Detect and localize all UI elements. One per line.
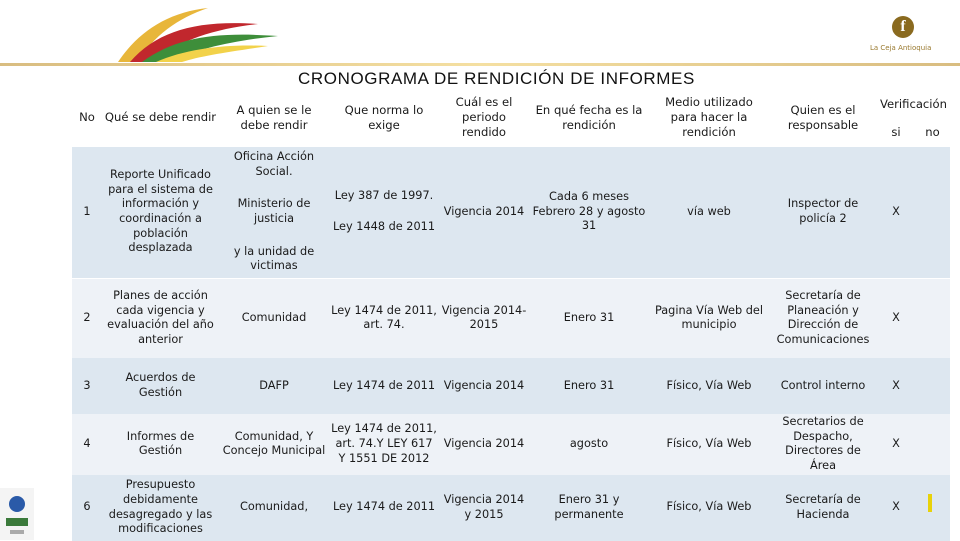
row-to-whom-c: y la unidad de victimas <box>233 244 315 273</box>
row-no <box>915 278 950 358</box>
row-date: Enero 31 <box>529 278 649 358</box>
row-to-whom: DAFP <box>219 358 329 414</box>
row-number: 6 <box>72 475 102 541</box>
header-responsible: Quien es el responsable <box>769 90 877 146</box>
table-row <box>72 475 950 541</box>
row-what: Acuerdos de Gestión <box>102 358 219 414</box>
row-medium: Físico, Vía Web <box>649 358 769 414</box>
row-responsible: Secretaría de Hacienda <box>769 475 877 541</box>
row-norm-a: Ley 387 de 1997. <box>334 189 434 203</box>
row-norm-b: Ley 1448 de 2011 <box>332 220 436 233</box>
row-what: Informes de Gestión <box>102 414 219 475</box>
row-period: Vigencia 2014 y 2015 <box>439 475 529 541</box>
table-row <box>72 414 950 475</box>
row-what: Reporte Unificado para el sistema de información y coordinación a población desplazada <box>102 146 219 278</box>
row-si: X <box>877 358 915 414</box>
certification-seal <box>0 488 34 540</box>
row-date: Enero 31 y permanente <box>529 475 649 541</box>
header-divider <box>0 63 960 66</box>
row-period: Vigencia 2014 <box>439 414 529 475</box>
row-medium: Físico, Vía Web <box>649 414 769 475</box>
row-no <box>915 475 950 541</box>
header-verification: Verificación <box>877 90 950 120</box>
certification-seal-icon <box>9 496 25 512</box>
row-what: Planes de acción cada vigencia y evaluación del año anterior <box>102 278 219 358</box>
row-responsible: Secretaría de Planeación y Dirección de Comunicaciones <box>769 278 877 358</box>
schedule-table <box>72 90 950 541</box>
row-norm: Ley 1474 de 2011, art. 74. <box>329 278 439 358</box>
municipal-logo <box>108 2 288 66</box>
row-what: Presupuesto debidamente desagregado y las modificaciones <box>102 475 219 541</box>
row-date: agosto <box>529 414 649 475</box>
row-no <box>915 414 950 475</box>
row-norm: Ley 1474 de 2011, art. 74.Y LEY 617 Y 1551 DE 2012 <box>329 414 439 475</box>
row-date: Cada 6 meses Febrero 28 y agosto 31 <box>529 146 649 278</box>
header-si: si <box>877 120 915 146</box>
row-no <box>915 146 950 278</box>
row-no <box>915 358 950 414</box>
row-norm <box>329 146 439 278</box>
header-what: Qué se debe rendir <box>102 90 219 146</box>
row-to-whom-b: Ministerio de justicia <box>237 197 311 225</box>
facebook-icon[interactable]: f <box>892 16 914 38</box>
row-number: 1 <box>72 146 102 278</box>
header-no-col: no <box>915 120 950 146</box>
row-to-whom: Comunidad <box>219 278 329 358</box>
tagline: La Ceja Antioquia <box>870 44 932 52</box>
row-period: Vigencia 2014 <box>439 358 529 414</box>
row-si: X <box>877 278 915 358</box>
table-row <box>72 358 950 414</box>
row-medium: Pagina Vía Web del municipio <box>649 278 769 358</box>
row-medium: vía web <box>649 146 769 278</box>
row-si: X <box>877 146 915 278</box>
row-period: Vigencia 2014 <box>439 146 529 278</box>
row-to-whom: Comunidad, <box>219 475 329 541</box>
row-responsible: Secretarios de Despacho, Directores de Área <box>769 414 877 475</box>
header-date: En qué fecha es la rendición <box>529 90 649 146</box>
row-period: Vigencia 2014- 2015 <box>439 278 529 358</box>
row-norm: Ley 1474 de 2011 <box>329 475 439 541</box>
page-title: CRONOGRAMA DE RENDICIÓN DE INFORMES <box>298 69 695 88</box>
row-number: 4 <box>72 414 102 475</box>
header-no: No <box>72 90 102 146</box>
row-number: 3 <box>72 358 102 414</box>
table-row <box>72 278 950 358</box>
row-si: X <box>877 414 915 475</box>
row-responsible: Control interno <box>769 358 877 414</box>
row-responsible: Inspector de policía 2 <box>769 146 877 278</box>
row-to-whom: Comunidad, Y Concejo Municipal <box>219 414 329 475</box>
header-medium: Medio utilizado para hacer la rendición <box>649 90 769 146</box>
row-number: 2 <box>72 278 102 358</box>
row-date: Enero 31 <box>529 358 649 414</box>
row-si: X <box>877 475 915 541</box>
row-to-whom-a: Oficina Acción Social. <box>233 149 315 178</box>
row-norm: Ley 1474 de 2011 <box>329 358 439 414</box>
certification-band <box>6 518 28 526</box>
highlight-mark <box>928 494 932 512</box>
header-period: Cuál es el periodo rendido <box>439 90 529 146</box>
certification-bar <box>10 530 24 534</box>
header-to-whom: A quien se le debe rendir <box>219 90 329 146</box>
row-medium: Físico, Vía Web <box>649 475 769 541</box>
table-row <box>72 146 950 278</box>
row-to-whom <box>219 146 329 278</box>
header-norm: Que norma lo exige <box>329 90 439 146</box>
